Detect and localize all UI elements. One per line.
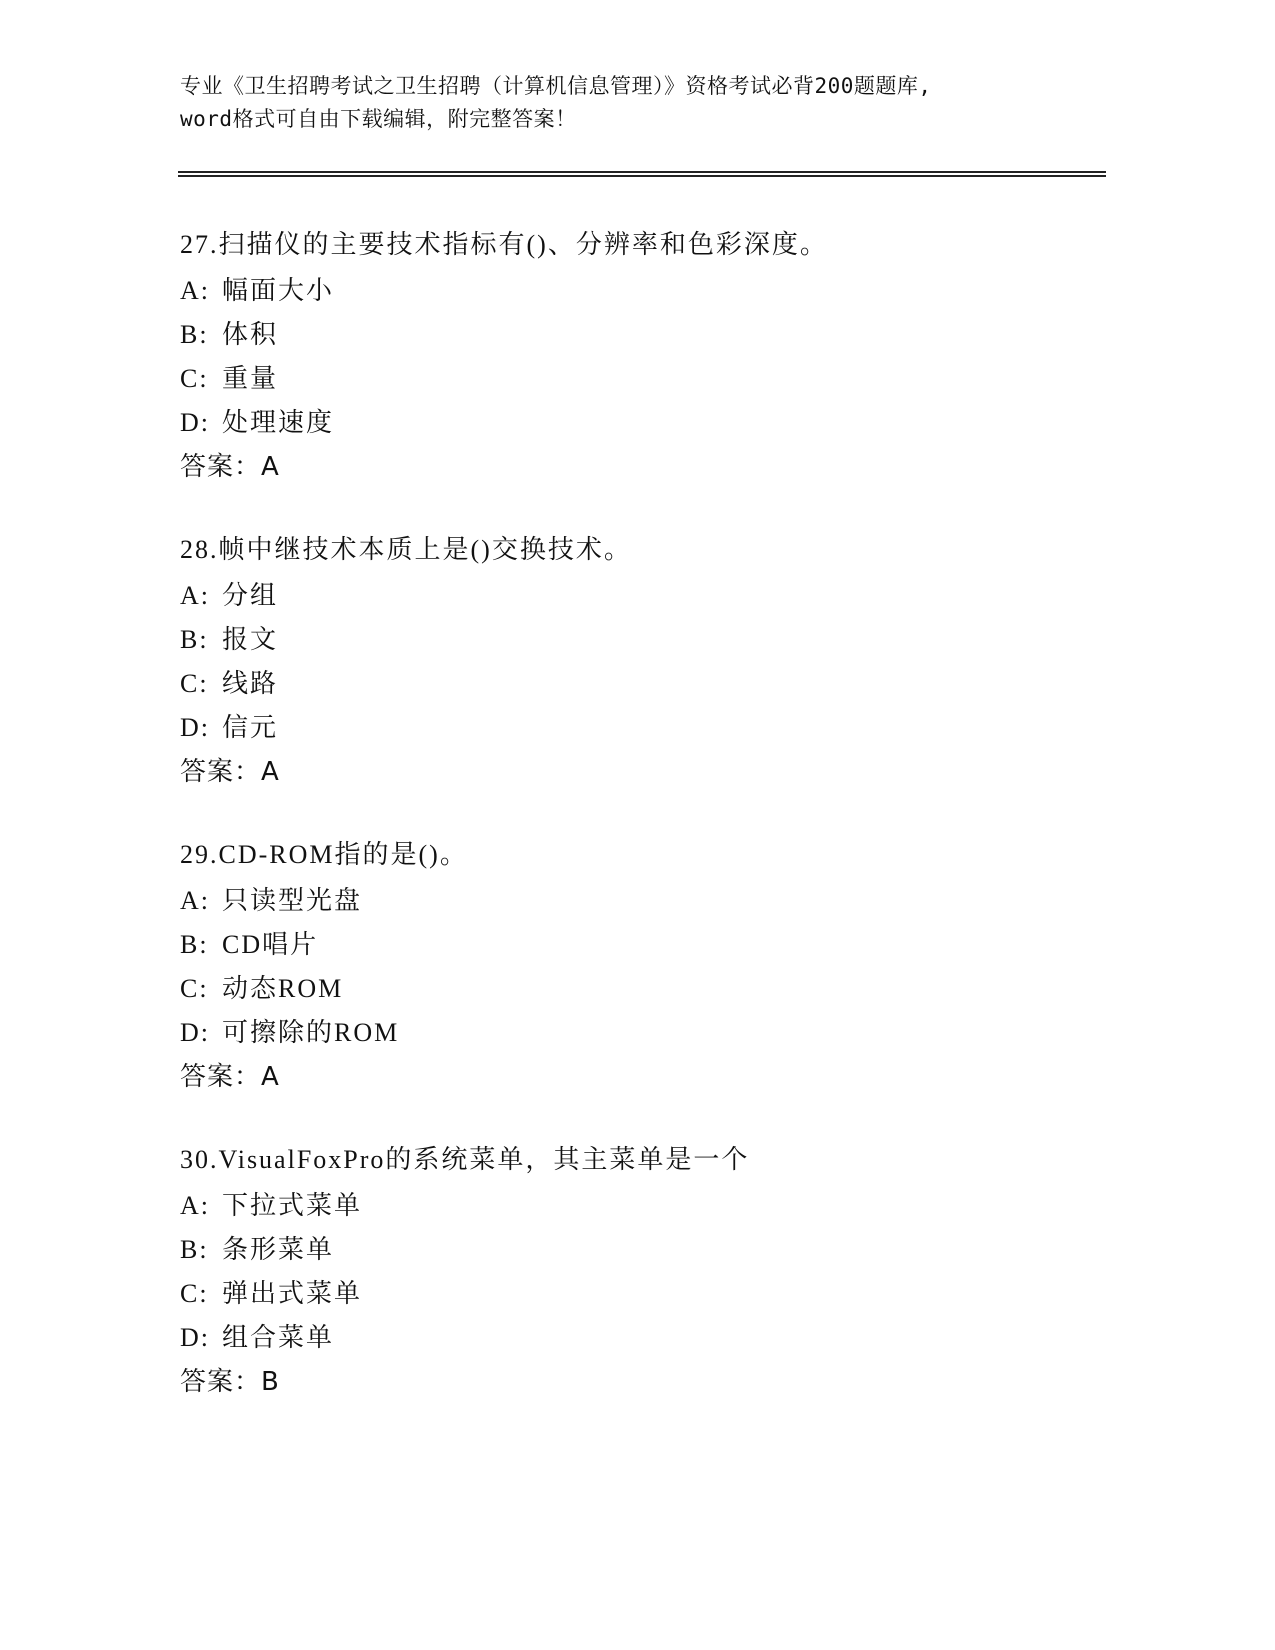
option-text: 弹出式菜单 <box>222 1279 363 1308</box>
question-stem: 29.CD-ROM指的是()。 <box>180 840 468 869</box>
answer-line <box>180 445 1100 489</box>
option-d <box>180 706 1100 750</box>
header-line-1: 专业《卫生招聘考试之卫生招聘（计算机信息管理）》资格考试必背200题题库, <box>180 74 932 98</box>
header-line-2: word格式可自由下载编辑，附完整答案！ <box>180 107 577 131</box>
option-letter: A: <box>180 276 210 305</box>
option-letter: C: <box>180 669 209 698</box>
option-b <box>180 313 1100 357</box>
option-d <box>180 1316 1100 1360</box>
option-d <box>180 401 1100 445</box>
answer-line <box>180 750 1100 794</box>
option-text: 信元 <box>222 713 279 742</box>
option-a <box>180 574 1100 618</box>
option-c <box>180 357 1100 401</box>
option-letter: B: <box>180 1235 209 1264</box>
document-header <box>180 70 1080 136</box>
option-b <box>180 923 1100 967</box>
answer-value: A <box>261 757 280 787</box>
option-text: 线路 <box>222 669 279 698</box>
question-block <box>180 1138 1100 1404</box>
option-text: 幅面大小 <box>222 276 335 305</box>
option-text: 组合菜单 <box>222 1323 335 1352</box>
option-letter: D: <box>180 408 210 437</box>
option-text: 处理速度 <box>222 408 335 437</box>
option-text: CD唱片 <box>222 930 319 959</box>
answer-label: 答案： <box>180 757 262 787</box>
option-letter: C: <box>180 1279 209 1308</box>
option-text: 条形菜单 <box>222 1235 335 1264</box>
header-divider-bottom <box>178 175 1106 177</box>
option-letter: B: <box>180 320 209 349</box>
option-letter: A: <box>180 581 210 610</box>
option-text: 体积 <box>222 320 279 349</box>
option-letter: D: <box>180 713 210 742</box>
option-letter: D: <box>180 1323 210 1352</box>
answer-line <box>180 1055 1100 1099</box>
question-stem: 28.帧中继技术本质上是()交换技术。 <box>180 535 632 564</box>
option-c <box>180 662 1100 706</box>
answer-value: A <box>261 1062 280 1092</box>
answer-label: 答案： <box>180 452 262 482</box>
answer-label: 答案： <box>180 1062 262 1092</box>
answer-value: A <box>261 452 280 482</box>
question-stem: 30.VisualFoxPro的系统菜单，其主菜单是一个 <box>180 1145 750 1174</box>
option-text: 报文 <box>222 625 279 654</box>
option-text: 可擦除的ROM <box>222 1018 400 1047</box>
option-text: 下拉式菜单 <box>222 1191 363 1220</box>
header-divider-top <box>178 171 1106 173</box>
answer-value: B <box>261 1367 280 1397</box>
option-a <box>180 879 1100 923</box>
option-c <box>180 967 1100 1011</box>
question-stem: 27.扫描仪的主要技术指标有()、分辨率和色彩深度。 <box>180 230 828 259</box>
answer-label: 答案： <box>180 1367 262 1397</box>
option-letter: B: <box>180 625 209 654</box>
option-text: 重量 <box>222 364 279 393</box>
option-a <box>180 1184 1100 1228</box>
option-d <box>180 1011 1100 1055</box>
question-block <box>180 528 1100 794</box>
option-text: 动态ROM <box>222 974 344 1003</box>
option-c <box>180 1272 1100 1316</box>
option-letter: C: <box>180 364 209 393</box>
option-letter: A: <box>180 1191 210 1220</box>
answer-line <box>180 1360 1100 1404</box>
option-a <box>180 269 1100 313</box>
question-block <box>180 223 1100 489</box>
option-b <box>180 618 1100 662</box>
option-b <box>180 1228 1100 1272</box>
option-letter: C: <box>180 974 209 1003</box>
option-letter: D: <box>180 1018 210 1047</box>
option-letter: B: <box>180 930 209 959</box>
option-text: 只读型光盘 <box>222 886 363 915</box>
option-letter: A: <box>180 886 210 915</box>
option-text: 分组 <box>222 581 279 610</box>
question-block <box>180 833 1100 1099</box>
